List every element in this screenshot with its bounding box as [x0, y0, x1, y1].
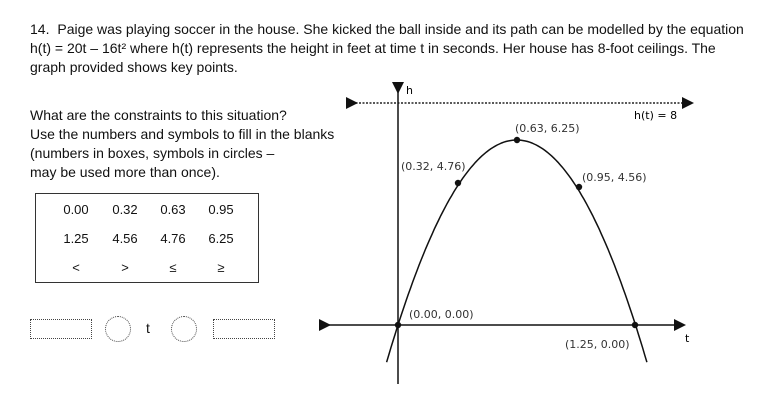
- label-origin: (0.00, 0.00): [409, 308, 474, 321]
- bank-symbol[interactable]: >: [121, 260, 129, 275]
- word-bank: [35, 193, 259, 283]
- question-line-2: Use the numbers and symbols to fill in the blanks: [30, 126, 335, 142]
- question-line-4: may be used more than once).: [30, 164, 220, 180]
- question-prompt: [30, 106, 350, 182]
- answer-blank-box-left[interactable]: [30, 319, 92, 339]
- point-root: [632, 322, 638, 328]
- point-falling: [576, 184, 582, 190]
- label-root: (1.25, 0.00): [565, 338, 630, 351]
- bank-symbol[interactable]: ≤: [169, 260, 177, 275]
- bank-number[interactable]: 4.56: [112, 231, 138, 246]
- label-rising: (0.32, 4.76): [401, 160, 466, 173]
- bank-number[interactable]: 0.32: [112, 202, 138, 217]
- problem-line-1: 14. Paige was playing soccer in the house. She kicked the ball inside and its path can be modelled by the equation: [30, 21, 744, 37]
- question-line-3: (numbers in boxes, symbols in circles –: [30, 145, 275, 161]
- answer-blank-circle-right[interactable]: [171, 316, 197, 342]
- label-falling: (0.95, 4.56): [582, 171, 647, 184]
- point-vertex: [514, 137, 520, 143]
- bank-number[interactable]: 6.25: [208, 231, 234, 246]
- y-axis-label: h: [406, 84, 413, 97]
- problem-statement: [30, 20, 750, 77]
- point-rising: [455, 180, 461, 186]
- bank-number[interactable]: 4.76: [160, 231, 186, 246]
- answer-blank-box-right[interactable]: [213, 319, 275, 339]
- label-vertex: (0.63, 6.25): [515, 122, 580, 135]
- problem-line-3: graph provided shows key points.: [30, 59, 238, 75]
- bank-number[interactable]: 1.25: [63, 231, 89, 246]
- bank-symbol[interactable]: <: [72, 260, 80, 275]
- question-line-1: What are the constraints to this situation?: [30, 107, 287, 123]
- problem-number: 14.: [30, 21, 50, 37]
- bank-number[interactable]: 0.00: [63, 202, 89, 217]
- bank-number[interactable]: 0.63: [160, 202, 186, 217]
- ceiling-label: h(t) = 8: [634, 109, 678, 122]
- problem-line-2: h(t) = 20t – 16t² where h(t) represents the height in feet at time t in seconds. Her house has 8-foot ceilings. The: [30, 40, 716, 56]
- bank-symbol[interactable]: ≥: [217, 260, 225, 275]
- x-axis-label: t: [685, 332, 690, 345]
- answer-blank-circle-left[interactable]: [105, 316, 131, 342]
- bank-number[interactable]: 0.95: [208, 202, 234, 217]
- answer-variable: t: [146, 320, 150, 336]
- point-origin: [395, 322, 401, 328]
- parabola-curve: [387, 140, 647, 362]
